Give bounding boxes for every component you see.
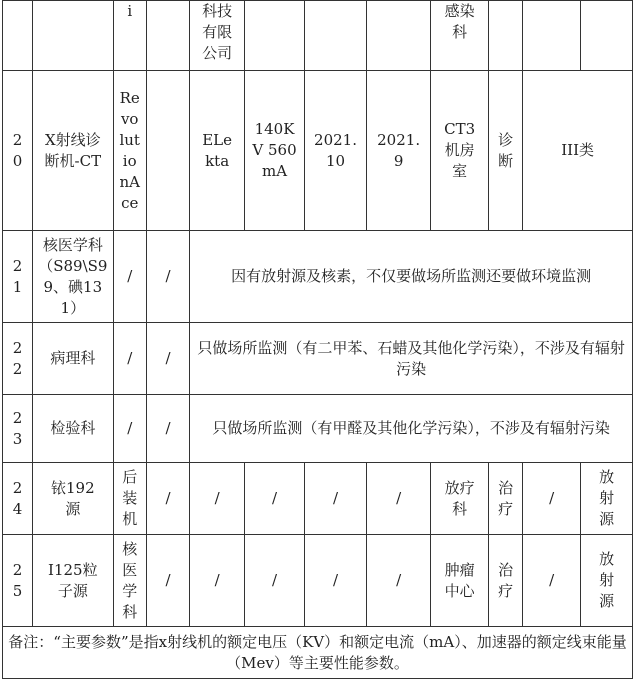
device-name: 核医学科（S89\S99、碘131）	[32, 231, 113, 323]
cell: /	[190, 463, 245, 535]
cell: /	[113, 323, 146, 395]
cell	[581, 1, 633, 71]
cell: /	[523, 463, 581, 535]
cell: /	[146, 535, 189, 627]
cell	[32, 1, 113, 71]
cell: /	[523, 535, 581, 627]
cell: /	[245, 535, 305, 627]
date-cell: 2021.10	[305, 71, 367, 231]
table-row	[3, 627, 633, 679]
table-row	[3, 231, 633, 323]
use-cell: 治疗	[489, 463, 523, 535]
model-cell: 后装机	[113, 463, 146, 535]
params-cell: 140KV 560mA	[245, 71, 305, 231]
cell	[523, 1, 581, 71]
model-cell: 核医学科	[113, 535, 146, 627]
class-cell: 放射源	[581, 535, 633, 627]
model-cell: i	[127, 2, 133, 20]
cell: /	[146, 323, 189, 395]
use-cell: 诊断	[489, 71, 523, 231]
footnote: 备注：“主要参数”是指x射线机的额定电压（KV）和额定电流（mA）、加速器的额定线束能量（Mev）等主要性能参数。	[3, 627, 633, 679]
cell: /	[113, 395, 146, 463]
cell	[146, 1, 189, 71]
place-cell: CT3机房室	[431, 71, 489, 231]
merged-note-cell: 只做场所监测（有甲醛及其他化学污染），不涉及有辐射污染	[190, 395, 633, 463]
cell: /	[190, 535, 245, 627]
manufacturer-cell: ELekta	[190, 71, 245, 231]
cell: /	[305, 535, 367, 627]
row-number: 24	[3, 463, 33, 535]
table-row	[3, 71, 633, 231]
cell	[367, 1, 431, 71]
manufacturer-cell: 科技有限公司	[202, 2, 233, 62]
cell	[146, 71, 189, 231]
equipment-table	[2, 0, 633, 679]
row-number: 22	[3, 323, 33, 395]
cell: /	[113, 231, 146, 323]
table-row	[3, 323, 633, 395]
date-cell: 2021.9	[367, 71, 431, 231]
table-row	[3, 1, 633, 71]
cell	[305, 1, 367, 71]
cell: /	[146, 395, 189, 463]
cell: /	[367, 535, 431, 627]
cell	[190, 1, 245, 71]
device-name: I125粒子源	[32, 535, 113, 627]
merged-note-cell: 因有放射源及核素，不仅要做场所监测还要做环境监测	[190, 231, 633, 323]
device-name: 铱192源	[32, 463, 113, 535]
cell	[431, 1, 489, 71]
table-row	[3, 395, 633, 463]
model-cell: RevolutionAce	[113, 71, 146, 231]
cell: /	[146, 463, 189, 535]
cell	[489, 1, 523, 71]
device-name: 检验科	[32, 395, 113, 463]
cell: /	[305, 463, 367, 535]
row-number: 20	[3, 71, 33, 231]
row-number: 23	[3, 395, 33, 463]
table-row	[3, 463, 633, 535]
place-cell: 感染科	[444, 2, 475, 41]
place-cell: 肿瘤中心	[431, 535, 489, 627]
row-number: 25	[3, 535, 33, 627]
cell	[3, 1, 33, 71]
cell	[113, 1, 146, 71]
cell: /	[245, 463, 305, 535]
merged-note-cell: 只做场所监测（有二甲苯、石蜡及其他化学污染），不涉及有辐射污染	[190, 323, 633, 395]
class-cell: III类	[523, 71, 633, 231]
use-cell: 治疗	[489, 535, 523, 627]
table-row	[3, 535, 633, 627]
cell: /	[146, 231, 189, 323]
cell	[245, 1, 305, 71]
device-name: 病理科	[32, 323, 113, 395]
class-cell: 放射源	[581, 463, 633, 535]
place-cell: 放疗科	[431, 463, 489, 535]
cell: /	[367, 463, 431, 535]
device-name: X射线诊断机-CT	[32, 71, 113, 231]
row-number: 21	[3, 231, 33, 323]
